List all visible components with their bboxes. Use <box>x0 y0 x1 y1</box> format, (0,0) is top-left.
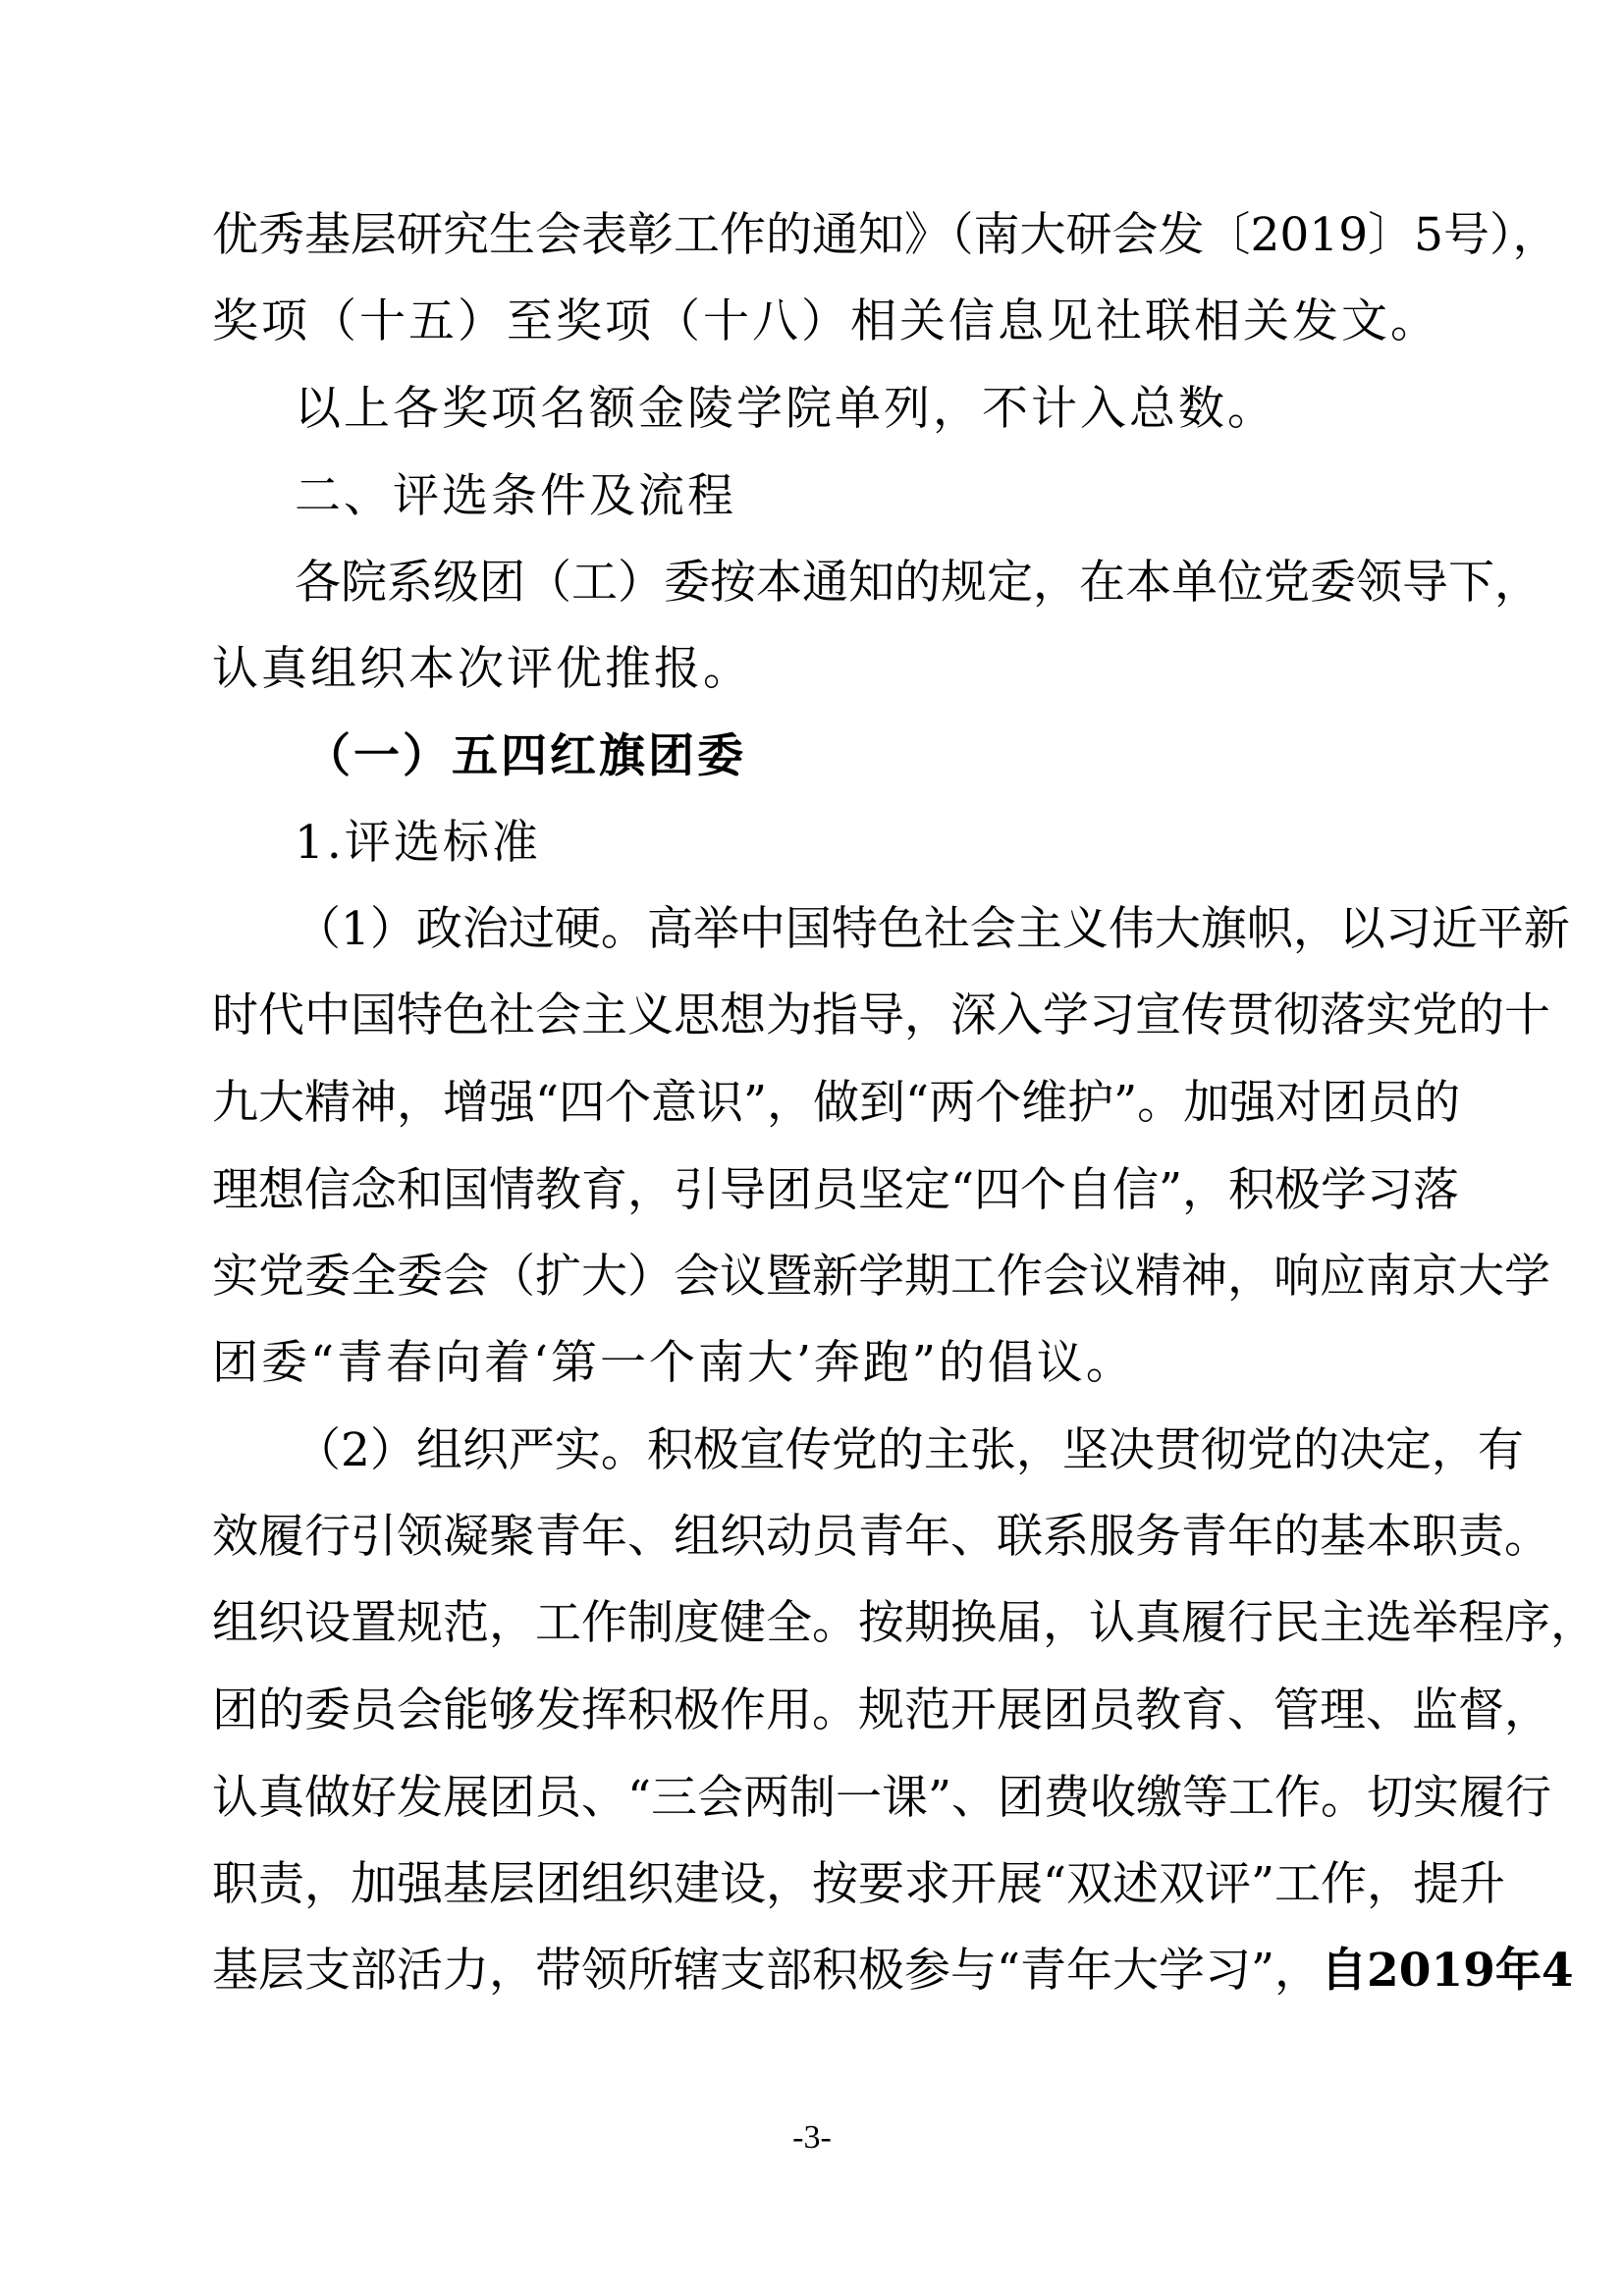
item-heading: 1.评选标准 <box>295 816 541 870</box>
paragraph-line: 团委“青春向着‘第一个南大’奔跑”的倡议。 <box>212 1336 1135 1390</box>
paragraph-line: 职责，加强基层团组织建设，按要求开展“双述双评”工作，提升 <box>212 1857 1506 1911</box>
paragraph-line <box>212 1942 1574 2001</box>
paragraph-line: 以上各奖项名额金陵学院单列，不计入总数。 <box>295 382 1276 436</box>
page-number: -3- <box>792 2119 832 2156</box>
paragraph-line: 时代中国特色社会主义思想为指导，深入学习宣传贯彻落实党的十 <box>212 988 1550 1042</box>
paragraph-line: 理想信念和国情教育，引导团员坚定“四个自信”，积极学习落 <box>212 1163 1460 1217</box>
paragraph-line: 优秀基层研究生会表彰工作的通知》（南大研会发〔2019〕5号）， <box>212 208 1559 262</box>
paragraph-line: （1）政治过硬。高举中国特色社会主义伟大旗帜，以习近平新 <box>295 902 1570 956</box>
paragraph-line: （2）组织严实。积极宣传党的主张，坚决贯彻党的决定，有 <box>295 1423 1524 1477</box>
paragraph-line: 奖项（十五）至奖项（十八）相关信息见社联相关发文。 <box>212 294 1439 348</box>
paragraph-line: 组织设置规范，工作制度健全。按期换届，认真履行民主选举程序， <box>212 1596 1597 1650</box>
paragraph-line: 效履行引领凝聚青年、组织动员青年、联系服务青年的基本职责。 <box>212 1510 1550 1564</box>
paragraph-line-text: 基层支部活力，带领所辖支部积极参与“青年大学习”， <box>212 1944 1322 1998</box>
paragraph-line: 认真组织本次评优推报。 <box>212 642 752 696</box>
subsection-heading: （一）五四红旗团委 <box>304 729 746 783</box>
paragraph-line: 各院系级团（工）委按本通知的规定，在本单位党委领导下， <box>295 556 1541 610</box>
paragraph-line: 九大精神，增强“四个意识”，做到“两个维护”。加强对团员的 <box>212 1076 1461 1130</box>
paragraph-line: 认真做好发展团员、“三会两制一课”、团费收缴等工作。切实履行 <box>212 1771 1552 1825</box>
paragraph-line: 实党委全委会（扩大）会议暨新学期工作会议精神，响应南京大学 <box>212 1250 1550 1304</box>
section-heading: 二、评选条件及流程 <box>295 469 736 523</box>
paragraph-line: 团的委员会能够发挥积极作用。规范开展团员教育、管理、监督， <box>212 1683 1550 1737</box>
emphasized-text: 自2019年4 <box>1321 1944 1574 1998</box>
